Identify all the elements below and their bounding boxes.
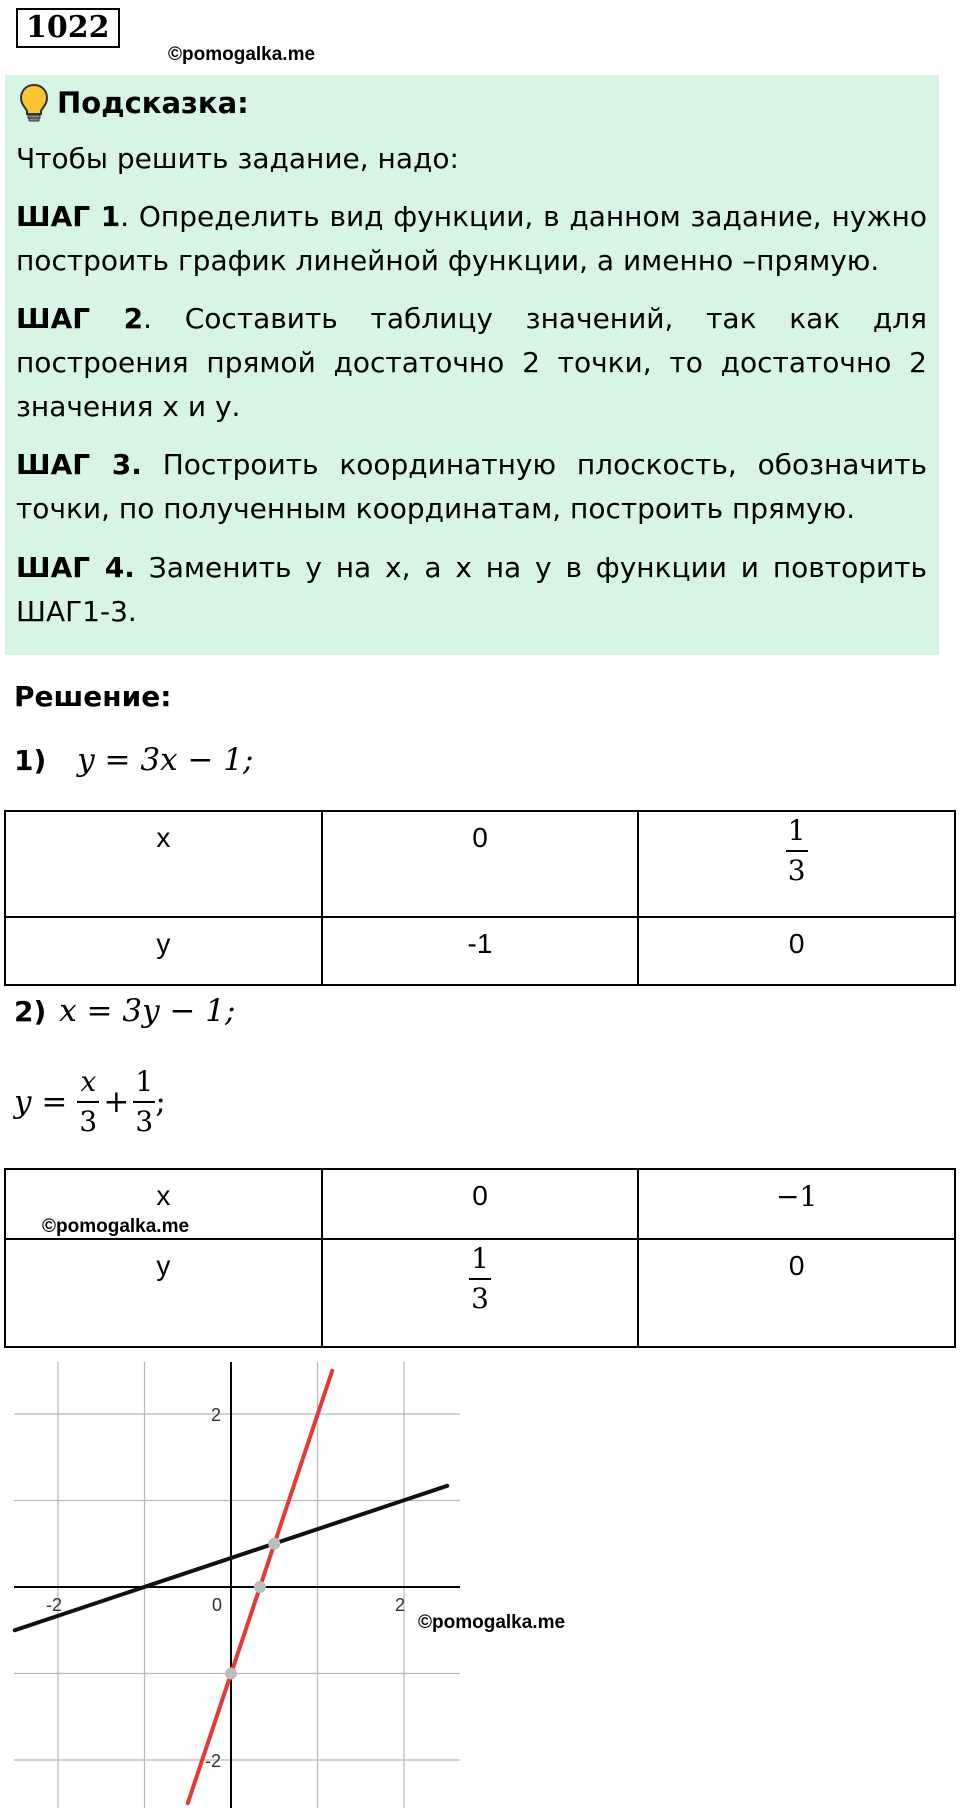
equation-text: y = 3x − 1; [77,742,254,778]
data-point [225,1668,237,1680]
fraction-bar [77,1101,99,1103]
step-text: Построить координатную плоскость, обозначить точки, по полученным координатам, построить прямую. [16,448,928,525]
function-graph [0,1362,480,1808]
watermark-table: ©pomogalka.me [42,1216,190,1237]
fraction [786,814,808,888]
fraction [77,1065,99,1139]
step-label: ШАГ 2 [16,302,144,335]
hint-title: Подсказка: [57,86,249,120]
equation-3 [14,1065,166,1139]
table-cell: y [5,917,322,985]
fraction-bar [786,850,808,852]
table-cell: x [5,811,322,917]
fraction-numerator: x [80,1065,97,1098]
y-tick-label: -2 [204,1751,221,1771]
fraction [133,1065,155,1139]
table-cell [322,1239,639,1347]
part-label: 2) [14,995,47,1028]
step-text: . Определить вид функции, в данном задание, нужно построить график линейной функции, а именно –прямую. [16,200,927,277]
fraction-bar [469,1278,491,1280]
solution-title: Решение: [14,680,172,713]
part-label: 1) [14,744,47,777]
fraction-bar [133,1101,155,1103]
equation-text: x = 3y − 1; [59,993,236,1029]
data-point [268,1538,280,1550]
data-point [254,1581,266,1593]
hint-step-2 [16,297,927,429]
equation-2 [14,993,235,1029]
table-cell: 0 [322,1169,639,1239]
step-text: . Составить таблицу значений, так как для построения прямой достаточно 2 точки, то достаточно 2 значения х и у. [16,302,927,423]
watermark-graph: ©pomogalka.me [418,1612,566,1633]
table-cell: −1 [638,1169,955,1239]
plus-sign: + [103,1084,130,1120]
step-label: ШАГ 3. [16,448,142,481]
table-cell: -1 [322,917,639,985]
equation-1 [14,742,253,778]
hint-heading [19,83,249,123]
table-cell: y [5,1239,322,1347]
step-label: ШАГ 1 [16,200,121,233]
lightbulb-icon [19,83,49,123]
fraction-numerator: 1 [135,1065,154,1098]
table-row [5,811,955,917]
hint-box [5,75,939,655]
table-cell [638,811,955,917]
y-tick-label: 2 [210,1405,221,1425]
fraction-denominator: 3 [471,1282,489,1315]
watermark-top: ©pomogalka.me [168,44,316,65]
fraction-denominator: 3 [79,1105,98,1138]
step-label: ШАГ 4. [16,551,135,584]
fraction [469,1242,491,1316]
x-tick-label: 0 [211,1595,223,1615]
table-cell: 0 [322,811,639,917]
task-number: 1022 [16,8,120,48]
fraction-numerator: 1 [471,1242,489,1275]
table-row [5,917,955,985]
table-cell: 0 [638,917,955,985]
table-cell: x [5,1169,322,1239]
grid [14,1362,460,1808]
values-table-2 [4,1168,956,1348]
hint-step-3 [16,443,927,531]
table-cell: 0 [638,1239,955,1347]
hint-step-1 [16,195,927,283]
equation-lhs: y = [14,1084,68,1120]
x-tick-label: 2 [394,1595,406,1615]
axes [14,1362,460,1808]
step-text: Заменить у на х, а х на у в функции и повторить ШАГ1-3. [16,551,927,628]
x-tick-label: -2 [45,1595,63,1615]
fraction-denominator: 3 [135,1105,154,1138]
hint-intro: Чтобы решить задание, надо: [16,142,459,175]
hint-step-4 [16,546,927,634]
semicolon: ; [155,1084,166,1120]
fraction-numerator: 1 [787,814,806,847]
values-table-1 [4,810,956,986]
fraction-denominator: 3 [787,854,806,887]
table-row [5,1239,955,1347]
